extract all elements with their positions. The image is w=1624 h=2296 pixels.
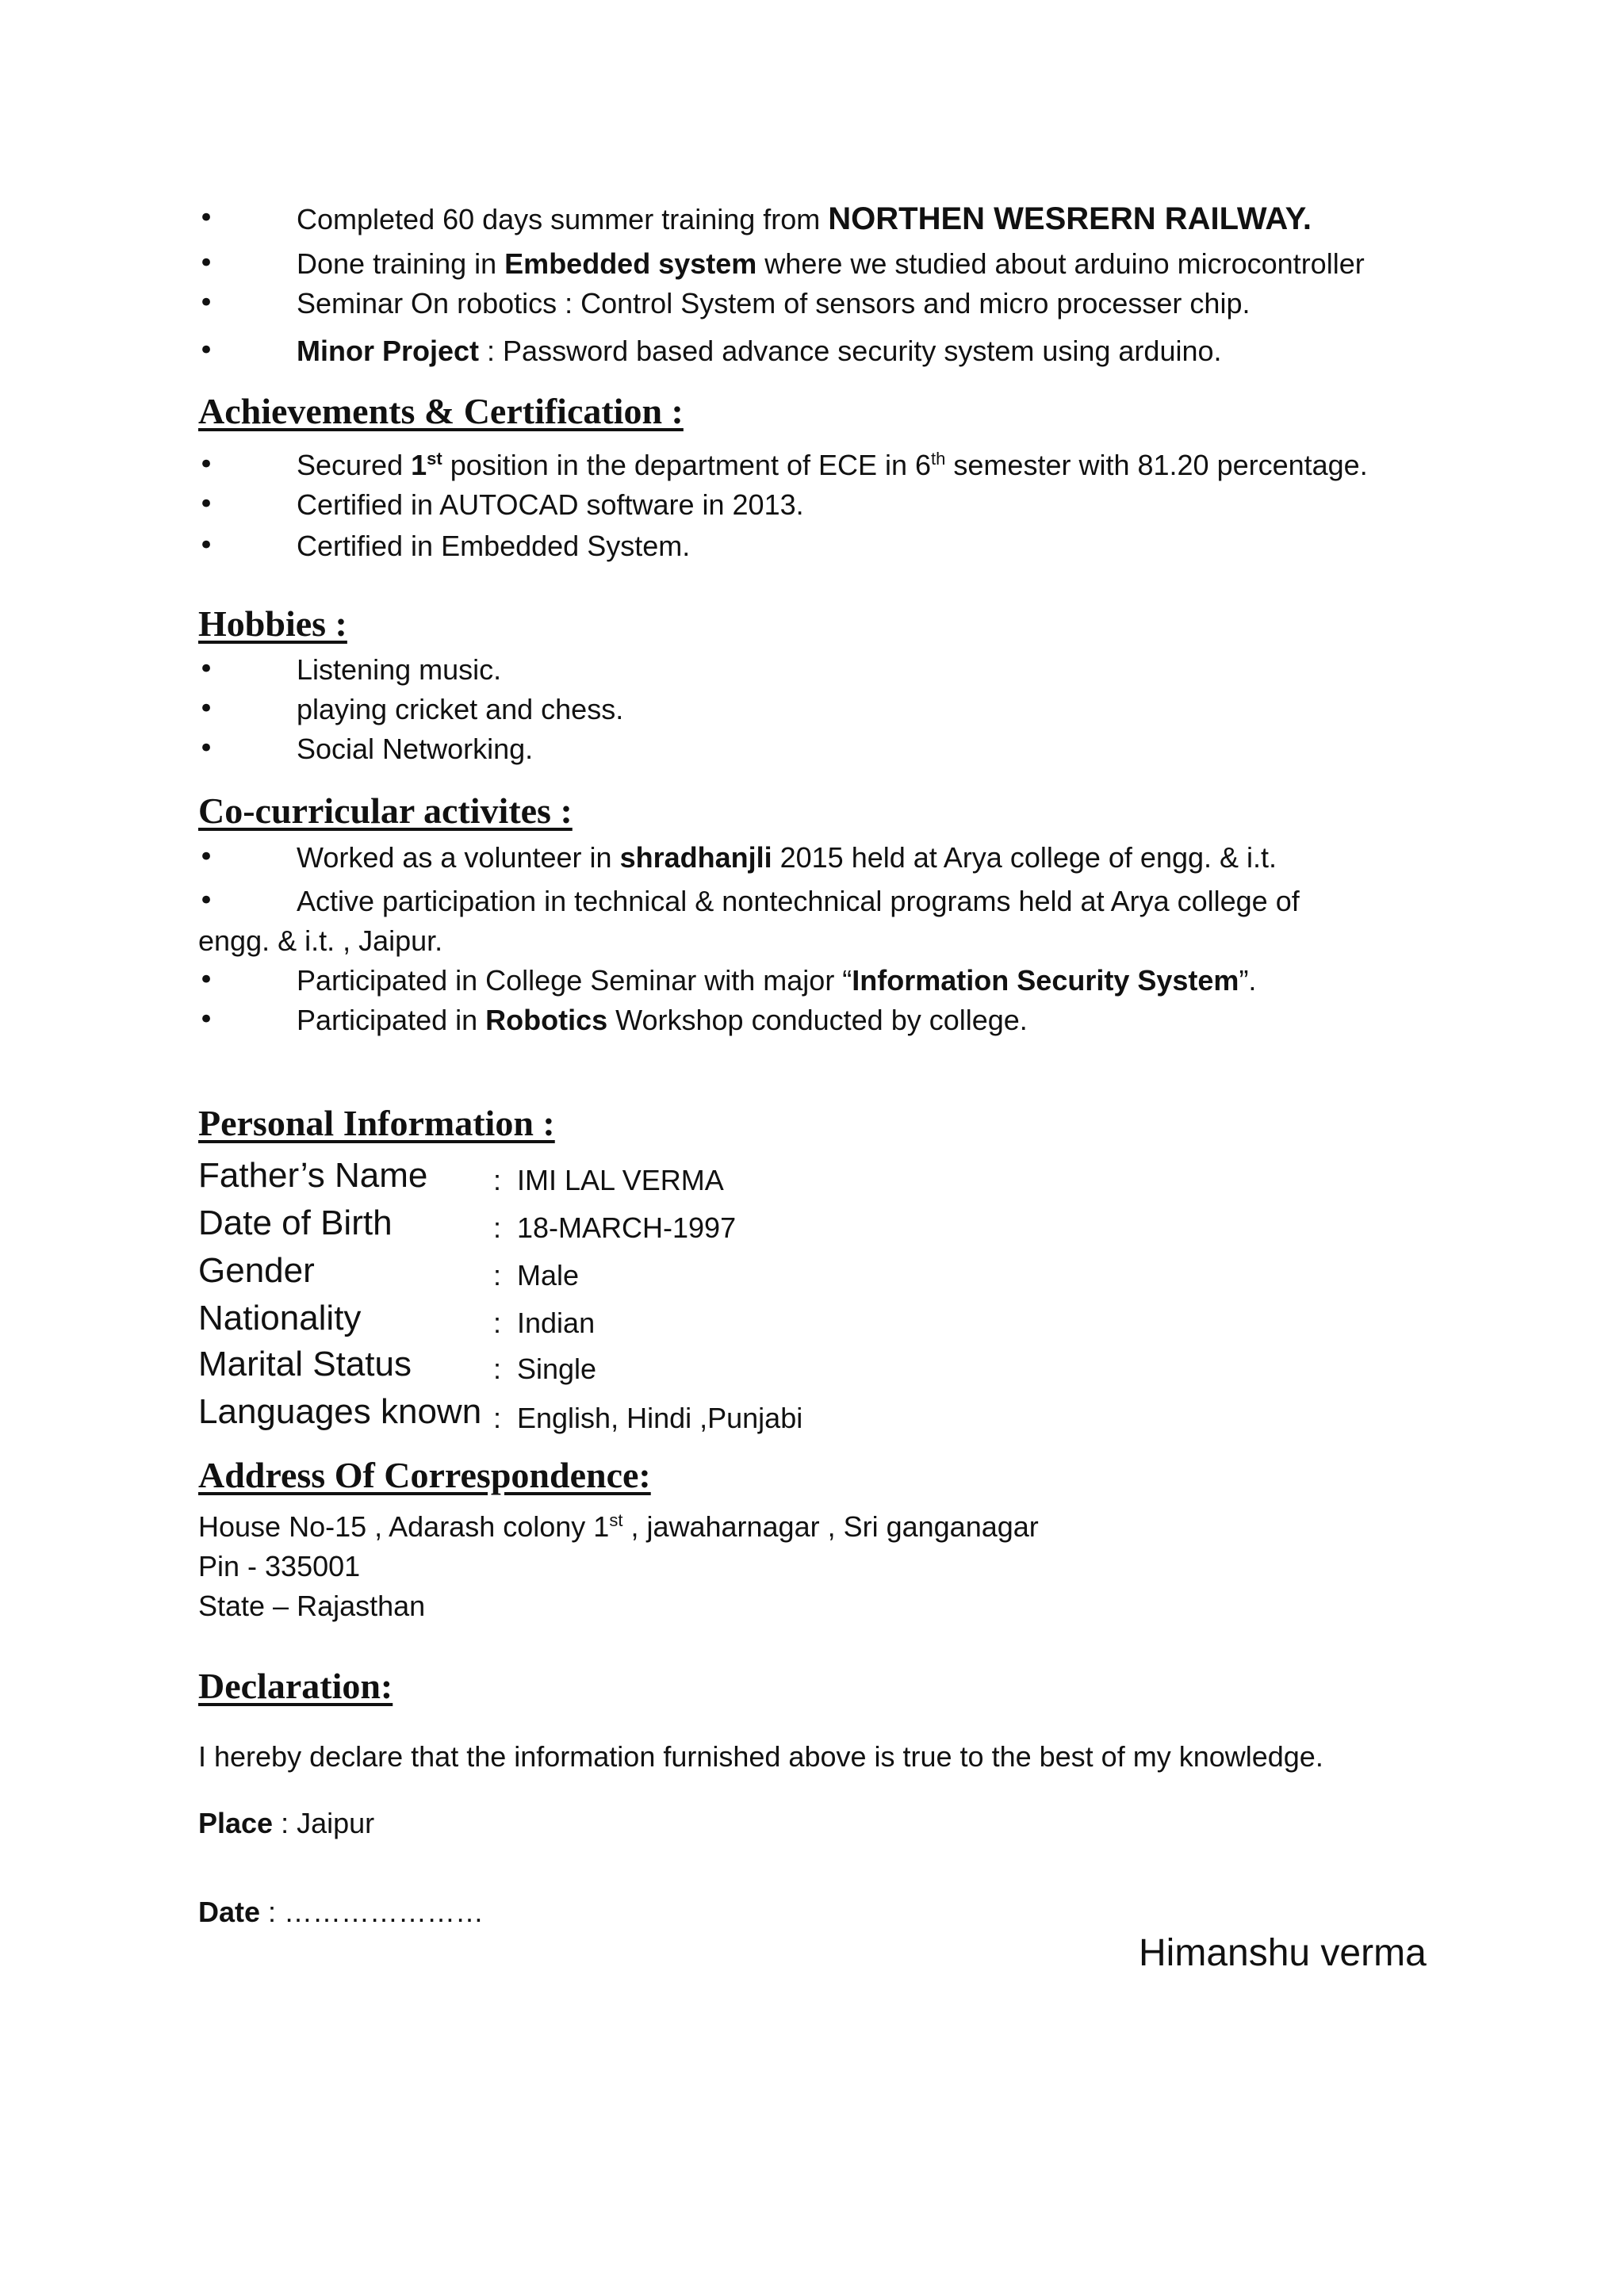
bullet-marker: • <box>198 335 215 366</box>
embedded-pre: Done training in <box>297 247 505 280</box>
date-row <box>198 1895 484 1930</box>
embedded-training-item <box>297 247 1365 281</box>
cocurricular-heading: Co-curricular activites : <box>198 790 573 831</box>
bullet-marker: • <box>198 287 215 319</box>
address-pin: Pin - 335001 <box>198 1550 361 1582</box>
declaration-text: I hereby declare that the information furnished above is true to the best of my knowledge. <box>198 1740 1323 1773</box>
bullet-marker: • <box>198 885 215 916</box>
seminar-item: Seminar On robotics : Control System of sensors and micro processer chip. <box>297 287 1251 320</box>
personal-label-gender: Gender <box>198 1251 315 1290</box>
personal-colon: : <box>493 1307 502 1339</box>
bullet-marker: • <box>198 530 215 561</box>
hobby-item: Listening music. <box>297 653 502 686</box>
personal-colon: : <box>493 1259 502 1292</box>
robotics-post: Workshop conducted by college. <box>607 1004 1028 1036</box>
address-house: House No-15 , Adarash colony 1 <box>198 1510 610 1543</box>
minor-project-item <box>297 334 1222 369</box>
training-railway-item <box>297 201 1312 237</box>
volunteer-pre: Worked as a volunteer in <box>297 841 620 874</box>
seminar-topic: Information Security System <box>852 964 1239 997</box>
cocurricular-item-robotics <box>297 1003 1028 1038</box>
bullet-marker: • <box>198 693 215 725</box>
achievement-item-autocad: Certified in AUTOCAD software in 2013. <box>297 488 804 521</box>
place-label: Place <box>198 1807 274 1839</box>
bullet-marker: • <box>198 449 215 480</box>
hobby-item: playing cricket and chess. <box>297 693 624 725</box>
personal-value-gender: Male <box>517 1259 580 1292</box>
seminar-post: ”. <box>1239 964 1257 997</box>
seminar-pre: Participated in College Seminar with major “ <box>297 964 852 997</box>
bullet-marker: • <box>198 488 215 520</box>
rank-sup: st <box>427 449 442 469</box>
bullet-marker: • <box>198 653 215 685</box>
railway-name: NORTHEN WESRERN RAILWAY. <box>828 201 1312 236</box>
personal-value-nationality: Indian <box>517 1307 596 1339</box>
place-value: : Jaipur <box>273 1807 375 1839</box>
rank-post: semester with 81.20 percentage. <box>945 449 1368 481</box>
bullet-marker: • <box>198 1004 215 1035</box>
personal-value-marital: Single <box>517 1353 597 1385</box>
bullet-marker: • <box>198 964 215 996</box>
cocurricular-item-participation: Active participation in technical & nontechnical programs held at Arya college of <box>297 885 1300 917</box>
personal-label-nationality: Nationality <box>198 1299 362 1337</box>
bullet-marker: • <box>198 202 215 234</box>
place-row <box>198 1806 374 1841</box>
personal-label-languages: Languages known <box>198 1392 482 1431</box>
embedded-bold: Embedded system <box>504 247 757 280</box>
signature-name: Himanshu verma <box>1139 1932 1427 1974</box>
robotics-pre: Participated in <box>297 1004 486 1036</box>
achievements-heading: Achievements & Certification : <box>198 391 684 431</box>
date-label: Date <box>198 1896 261 1928</box>
address-heading: Address Of Correspondence: <box>198 1455 651 1495</box>
personal-info-heading: Personal Information : <box>198 1103 555 1143</box>
bullet-marker: • <box>198 733 215 764</box>
address-sup: st <box>609 1510 623 1530</box>
cocurricular-item-volunteer <box>297 840 1277 875</box>
declaration-heading: Declaration: <box>198 1666 393 1706</box>
rank-mid: position in the department of ECE in 6 <box>442 449 932 481</box>
cocurricular-item-participation-cont: engg. & i.t. , Jaipur. <box>198 924 443 957</box>
personal-value-languages: English, Hindi ,Punjabi <box>517 1402 803 1434</box>
address-state: State – Rajasthan <box>198 1590 426 1622</box>
personal-colon: : <box>493 1402 502 1434</box>
semester-sup: th <box>931 449 946 469</box>
volunteer-event: shradhanjli <box>619 841 772 874</box>
address-city: , jawaharnagar , Sri ganganagar <box>622 1510 1039 1543</box>
personal-colon: : <box>493 1353 502 1385</box>
rank-number: 1 <box>411 449 427 481</box>
personal-colon: : <box>493 1211 502 1244</box>
personal-value-dob: 18-MARCH-1997 <box>517 1211 737 1244</box>
training-text: Completed 60 days summer training from <box>297 203 829 235</box>
personal-label-father: Father’s Name <box>198 1156 428 1195</box>
bullet-marker: • <box>198 247 215 279</box>
personal-label-marital: Marital Status <box>198 1345 412 1383</box>
date-value: : ………………… <box>260 1896 485 1928</box>
bullet-marker: • <box>198 841 215 873</box>
minor-project-desc: : Password based advance security system using arduino. <box>479 335 1222 367</box>
minor-project-label: Minor Project <box>297 335 480 367</box>
cocurricular-item-seminar <box>297 963 1256 998</box>
personal-label-dob: Date of Birth <box>198 1203 393 1242</box>
address-line-1 <box>198 1510 1039 1544</box>
robotics-bold: Robotics <box>485 1004 608 1036</box>
hobby-item: Social Networking. <box>297 733 534 765</box>
embedded-post: where we studied about arduino microcontroller <box>756 247 1365 280</box>
achievement-item-embedded: Certified in Embedded System. <box>297 530 691 562</box>
achievement-item-rank <box>297 448 1368 483</box>
volunteer-post: 2015 held at Arya college of engg. & i.t. <box>772 841 1277 874</box>
hobbies-heading: Hobbies : <box>198 603 347 644</box>
personal-colon: : <box>493 1164 502 1196</box>
personal-value-father: IMI LAL VERMA <box>517 1164 724 1196</box>
rank-pre: Secured <box>297 449 412 481</box>
